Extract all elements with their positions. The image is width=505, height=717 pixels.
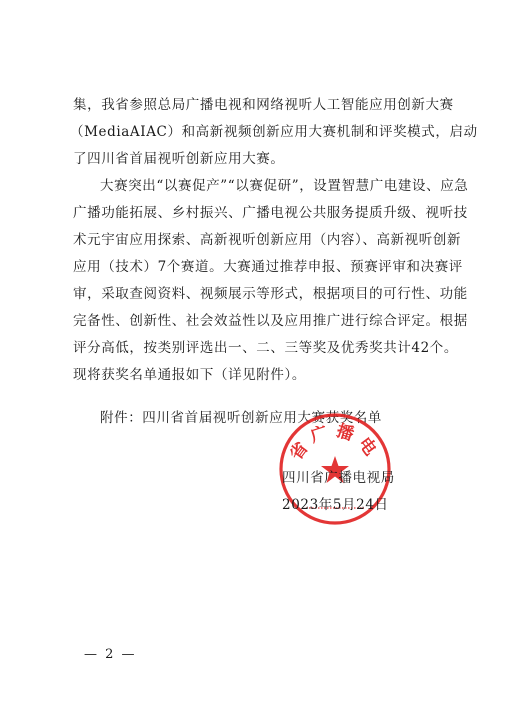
signature-organization: 四川省广播电视局 bbox=[282, 470, 395, 486]
paragraph1-line-2: （MediaAIAC）和高新视频创新应用大赛机制和评奖模式，启动 bbox=[70, 124, 478, 140]
paragraph2-line-8: 现将获奖名单通报如下（详见附件）。 bbox=[73, 367, 306, 383]
paragraph2-line-1: 大赛突出“以赛促产”“以赛促研”，设置智慧广电建设、应急 bbox=[100, 178, 469, 194]
paragraph2-line-2: 广播功能拓展、乡村振兴、广播电视公共服务提质升级、视听技 bbox=[73, 205, 468, 221]
paragraph2-line-5: 审，采取查阅资料、视频展示等形式，根据项目的可行性、功能 bbox=[73, 286, 468, 302]
attachment-line: 附件：四川省首届视听创新应用大赛获奖名单 bbox=[100, 410, 382, 426]
paragraph2-line-4: 应用（技术）7个赛道。大赛通过推荐申报、预赛评审和决赛评 bbox=[73, 259, 463, 275]
paragraph2-line-6: 完备性、创新性、社会效益性以及应用推广进行综合评定。根据 bbox=[73, 313, 468, 329]
seal-text: 省广播电 bbox=[286, 420, 384, 465]
signature-date: 2023年5月24日 bbox=[282, 497, 389, 513]
page-number: — 2 — bbox=[84, 647, 137, 662]
paragraph1-line-3: 了四川省首届视听创新应用大赛。 bbox=[73, 151, 285, 167]
paragraph1-line-1: 集，我省参照总局广播电视和网络视听人工智能应用创新大赛 bbox=[73, 97, 454, 113]
paragraph2-line-3: 术元宇宙应用探索、高新视听创新应用（内容）、高新视听创新 bbox=[73, 232, 462, 248]
paragraph2-line-7: 评分高低，按类别评选出一、二、三等奖及优秀奖共计42个。 bbox=[73, 340, 458, 356]
